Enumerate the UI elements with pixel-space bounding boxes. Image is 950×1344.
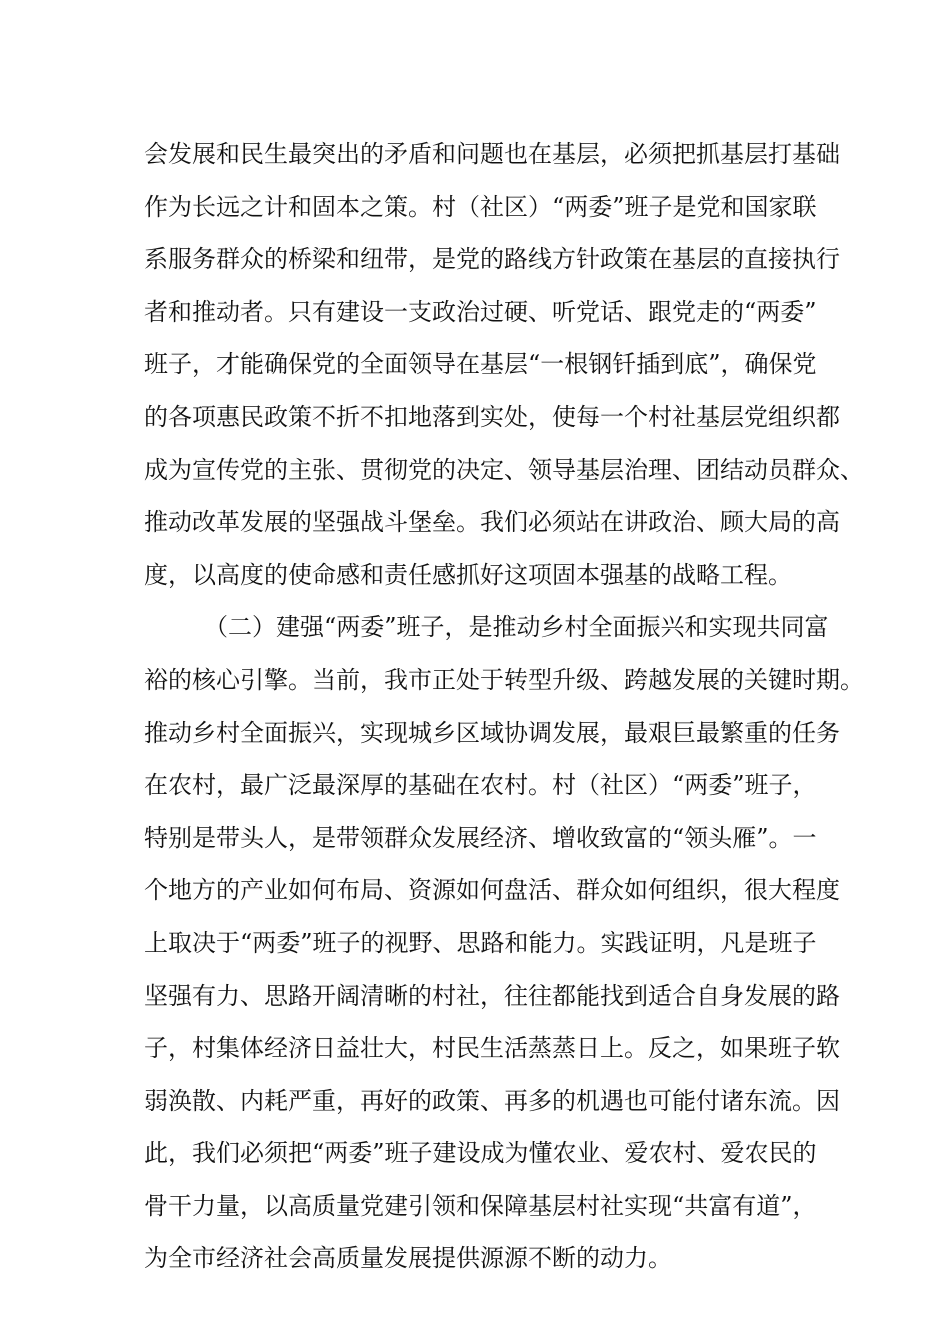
text-line: 成为宣传党的主张、贯彻党的决定、领导基层治理、团结动员群众、 xyxy=(144,455,864,484)
text-line: 为全市经济社会高质量发展提供源源不断的动力。 xyxy=(144,1244,672,1273)
text-line: 子，村集体经济日益壮大，村民生活蒸蒸日上。反之，如果班子软 xyxy=(144,1034,840,1063)
text-line: 裕的核心引擎。当前，我市正处于转型升级、跨越发展的关键时期。 xyxy=(144,665,864,694)
text-line: 特别是带头人，是带领群众发展经济、增收致富的“领头雁”。一 xyxy=(144,823,817,852)
text-line: 上取决于“两委”班子的视野、思路和能力。实践证明，凡是班子 xyxy=(144,928,817,957)
text-line: 会发展和民生最突出的矛盾和问题也在基层，必须把抓基层打基础 xyxy=(144,140,840,168)
text-line: 骨干力量，以高质量党建引领和保障基层村社实现“共富有道”， xyxy=(144,1191,817,1220)
text-line: 坚强有力、思路开阔清晰的村社，往往都能找到适合自身发展的路 xyxy=(144,981,840,1010)
body-text xyxy=(144,128,864,1285)
text-line: 推动改革发展的坚强战斗堡垒。我们必须站在讲政治、顾大局的高 xyxy=(144,508,840,537)
text-line: 者和推动者。只有建设一支政治过硬、听党话、跟党走的“两委” xyxy=(144,297,817,326)
text-line: 个地方的产业如何布局、资源如何盘活、群众如何组织，很大程度 xyxy=(144,876,840,905)
text-line: 的各项惠民政策不折不扣地落到实处，使每一个村社基层党组织都 xyxy=(144,402,840,431)
section-heading-line: （二）建强“两委”班子，是推动乡村全面振兴和实现共同富 xyxy=(204,613,829,642)
text-line: 此，我们必须把“两委”班子建设成为懂农业、爱农村、爱农民的 xyxy=(144,1139,817,1168)
text-line: 弱涣散、内耗严重，再好的政策、再多的机遇也可能付诸东流。因 xyxy=(144,1086,840,1115)
text-line: 度，以高度的使命感和责任感抓好这项固本强基的战略工程。 xyxy=(144,560,792,589)
text-line: 班子，才能确保党的全面领导在基层“一根钢钎插到底”，确保党 xyxy=(144,350,817,379)
text-line: 系服务群众的桥梁和纽带，是党的路线方针政策在基层的直接执行 xyxy=(144,245,840,274)
text-line: 作为长远之计和固本之策。村（社区）“两委”班子是党和国家联 xyxy=(144,192,817,221)
text-line: 推动乡村全面振兴，实现城乡区域协调发展，最艰巨最繁重的任务 xyxy=(144,718,840,747)
text-line: 在农村，最广泛最深厚的基础在农村。村（社区）“两委”班子， xyxy=(144,771,817,800)
